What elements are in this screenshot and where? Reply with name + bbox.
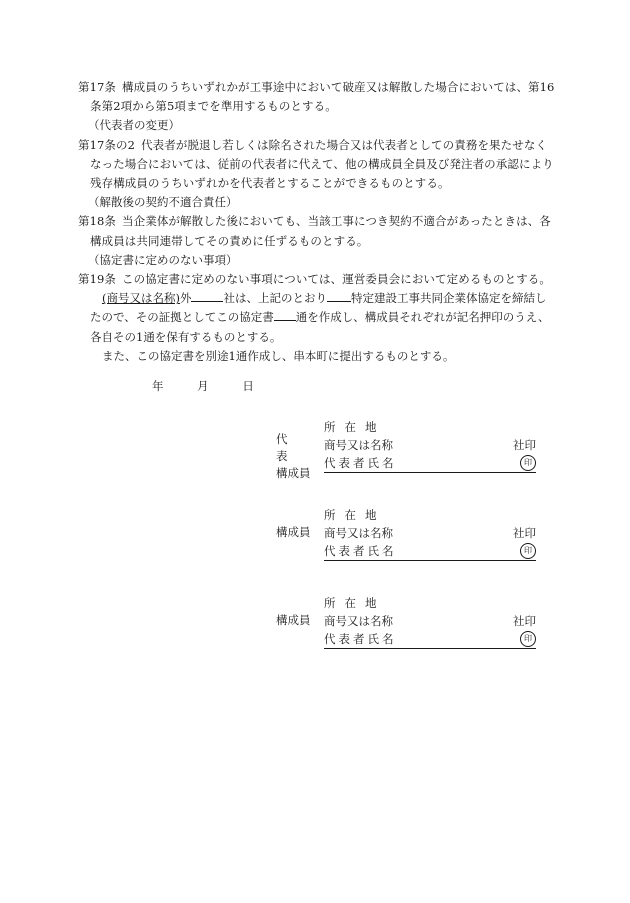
address-row[interactable]: [324, 506, 536, 524]
closing-paragraph: [78, 289, 556, 347]
address-label: 所在地: [324, 508, 386, 522]
copy-note: また、この協定書を別途1通作成し、串本町に提出するものとする。: [102, 348, 455, 363]
signatory-member-1: [276, 506, 538, 566]
role-line-1: 代表: [276, 432, 298, 463]
company-name-row[interactable]: [324, 612, 536, 630]
article-17-2: [78, 136, 556, 194]
representative-label: 代表者氏名: [324, 632, 397, 646]
signatory-role: [276, 431, 318, 482]
article-17: [78, 78, 556, 116]
closing-part-2: 社は、上記のとおり: [223, 291, 327, 306]
date-line: [152, 378, 254, 394]
agreement-body: [78, 78, 556, 366]
signatory-fields: [324, 418, 536, 473]
signatory-role: 構成員: [276, 613, 311, 627]
signatory-member-2: [276, 594, 538, 654]
company-name-label: 商号又は名称: [324, 526, 393, 540]
representative-row[interactable]: [324, 542, 536, 561]
copy-count-blank[interactable]: [274, 308, 296, 321]
address-label: 所在地: [324, 596, 386, 610]
representative-label: 代表者氏名: [324, 456, 397, 470]
seal-icon: 印: [520, 455, 536, 471]
role-line-2: 構成員: [276, 466, 311, 480]
company-seal-label: 社印: [513, 526, 536, 540]
article-heading: （代表者の変更）: [88, 118, 180, 133]
article-text: 構成員のうちいずれかが工事途中において破産又は解散した場合においては、第16条第2項から第5項までを準用するものとする。: [90, 80, 555, 114]
company-seal-label: 社印: [513, 438, 536, 452]
article-number: 第17条の2: [78, 137, 136, 152]
closing-part-3: 特定建設工事共同企業体協定を締結したので、その証拠としてこの協定書: [90, 291, 547, 325]
representative-row[interactable]: [324, 630, 536, 649]
article-19: [78, 270, 556, 289]
article-text: 当企業体が解散した後においても、当該工事につき契約不適合があったときは、各構成員は共同連帯してその責めに任ずるものとする。: [90, 214, 551, 248]
seal-icon: 印: [520, 631, 536, 647]
signatory-fields: [324, 594, 536, 649]
representative-label: 代表者氏名: [324, 544, 397, 558]
jv-name-blank[interactable]: [327, 289, 351, 302]
article-number: 第17条: [78, 80, 117, 94]
member-count-blank[interactable]: [191, 289, 223, 302]
representative-row[interactable]: [324, 454, 536, 473]
company-name-placeholder: (商号又は名称): [102, 291, 180, 306]
signatory-representative: [276, 418, 538, 478]
address-row[interactable]: [324, 418, 536, 436]
article-18: [78, 212, 556, 250]
article-heading: （協定書に定めのない事項）: [88, 252, 238, 267]
article-text: 代表者が脱退し若しくは除名された場合又は代表者としての責務を果たせなくなった場合においては、従前の代表者に代えて、他の構成員全員及び発注者の承認により残存構成員のうちいずれかを代表者とすることができるものとする。: [90, 137, 554, 191]
article-text: この協定書に定めのない事項については、運営委員会において定めるものとする。: [122, 272, 552, 287]
article-number: 第19条: [78, 272, 117, 287]
signatory-role: 構成員: [276, 525, 311, 539]
address-label: 所在地: [324, 420, 386, 434]
company-name-row[interactable]: [324, 524, 536, 542]
company-seal-label: 社印: [513, 614, 536, 628]
company-name-label: 商号又は名称: [324, 438, 393, 452]
date-year: 年: [152, 379, 164, 393]
date-month: 月: [197, 379, 209, 393]
company-name-label: 商号又は名称: [324, 614, 393, 628]
company-name-row[interactable]: [324, 436, 536, 454]
signatory-fields: [324, 506, 536, 561]
closing-part-4: 通を作成し、構成員それぞれが記名押印のうえ、各自その1通を保有するものとする。: [90, 310, 550, 344]
date-day: 日: [242, 379, 254, 393]
closing-part-1: 外: [179, 291, 192, 306]
article-number: 第18条: [78, 214, 117, 229]
seal-icon: 印: [520, 543, 536, 559]
article-heading: （解散後の契約不適合責任）: [88, 195, 238, 210]
address-row[interactable]: [324, 594, 536, 612]
